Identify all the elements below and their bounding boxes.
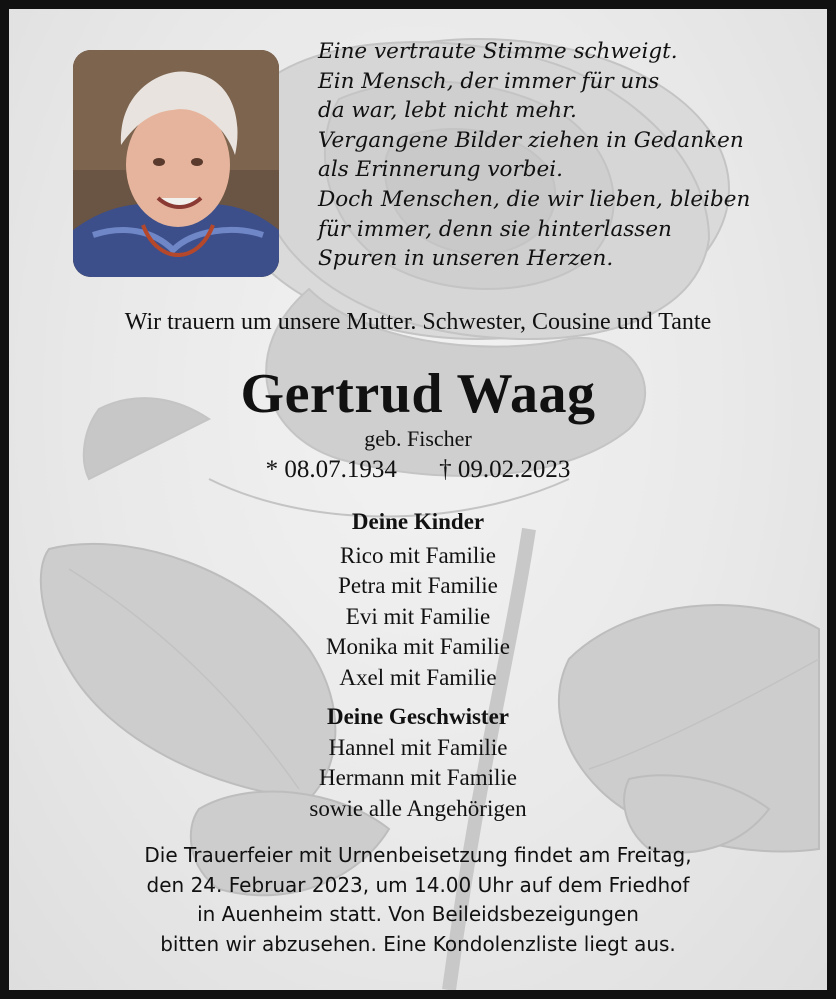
notice-line: den 24. Februar 2023, um 14.00 Uhr auf dem Friedhof [146, 872, 690, 897]
poem-line: Ein Mensch, der immer für uns [318, 68, 660, 94]
notice-line: in Auenheim statt. Von Beileidsbezeigungen [197, 902, 639, 926]
deceased-name: Gertrud Waag [240, 363, 596, 425]
notice-line: bitten wir abzusehen. Eine Kondolenzliste liegt aus. [160, 931, 676, 956]
birth-date: * 08.07.1934 [265, 456, 397, 483]
family-member: Hannel mit Familie [328, 734, 508, 760]
birth-name: geb. Fischer [364, 426, 472, 451]
poem-line: da war, lebt nicht mehr. [318, 98, 577, 124]
family-member: Rico mit Familie [340, 542, 496, 568]
children-section [9, 507, 827, 693]
family-member: sowie alle Angehörigen [309, 795, 527, 821]
poem-line: als Erinnerung vorbei. [318, 157, 563, 183]
poem-line: Doch Menschen, die wir lieben, bleiben [318, 186, 751, 212]
family-member: Axel mit Familie [339, 664, 497, 690]
life-dates [9, 456, 827, 484]
poem-line: Vergangene Bilder ziehen in Gedanken [318, 127, 744, 153]
portrait-photo [73, 50, 279, 277]
family-member: Monika mit Familie [326, 634, 510, 659]
notice-line: Die Trauerfeier mit Urnenbeisetzung findet am Freitag, [144, 843, 692, 867]
poem-line: Eine vertraute Stimme schweigt. [318, 39, 678, 64]
poem-line: Spuren in unseren Herzen. [318, 246, 614, 272]
family-member: Petra mit Familie [338, 573, 498, 598]
siblings-section [9, 702, 827, 824]
funeral-notice [9, 841, 827, 959]
intro-text: Wir trauern um unsere Mutter. Schwester, Cousine und Tante [124, 309, 712, 335]
family-member: Evi mit Familie [345, 603, 491, 629]
siblings-heading: Deine Geschwister [326, 704, 510, 729]
family-member: Hermann mit Familie [318, 765, 517, 790]
poem-line: für immer, denn sie hinterlassen [318, 216, 672, 242]
poem [318, 37, 788, 274]
death-date: † 09.02.2023 [439, 456, 571, 483]
children-heading: Deine Kinder [351, 509, 485, 534]
